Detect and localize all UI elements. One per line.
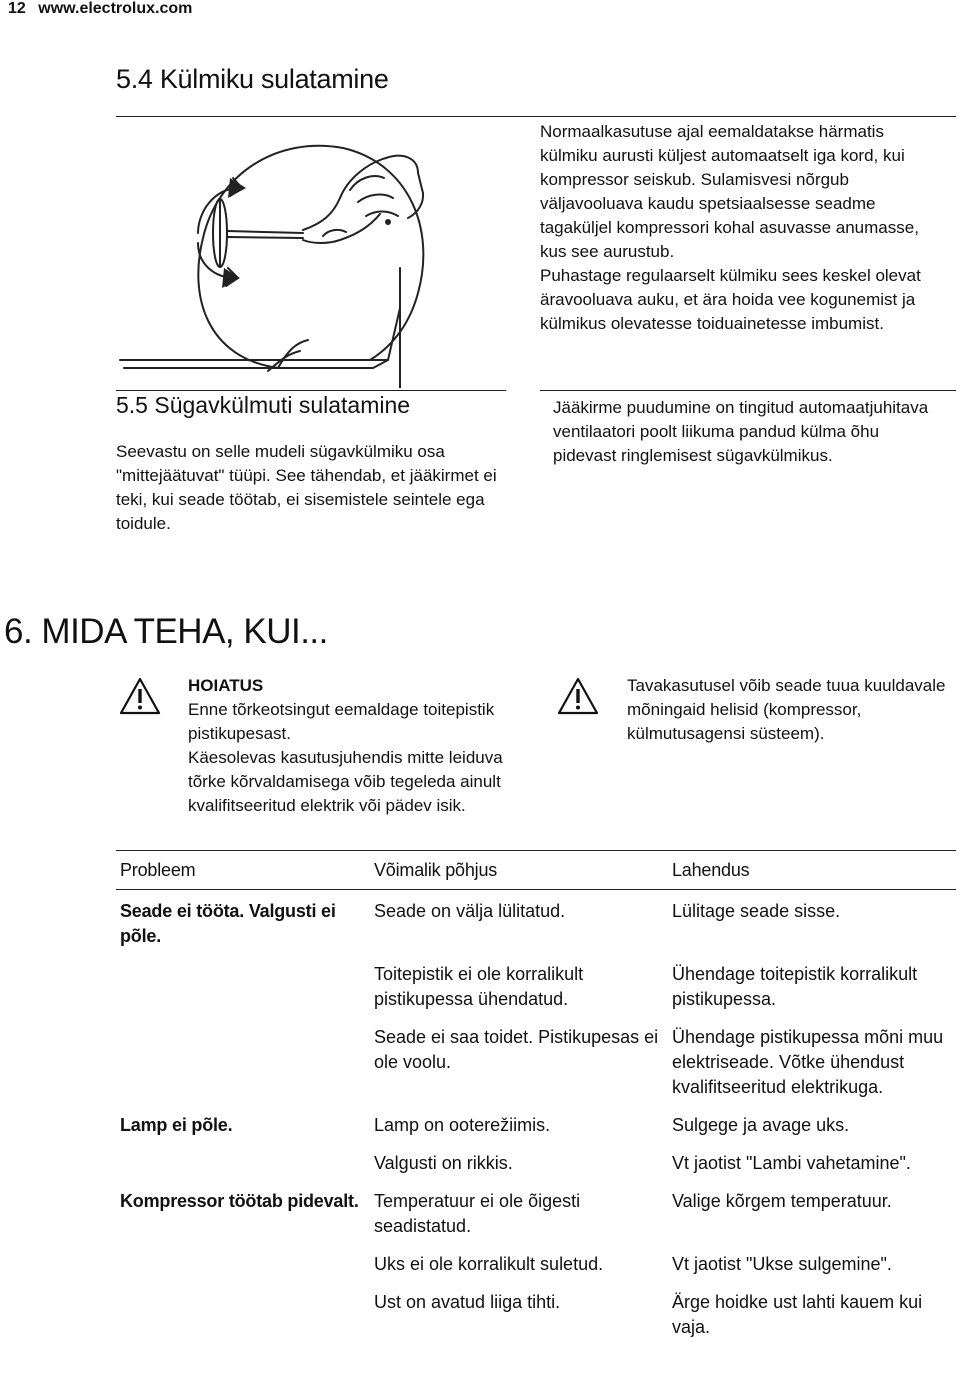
table-header-row (116, 851, 956, 890)
section-5-5-right-text: Jääkirme puudumine on tingitud automaatjuhitava ventilaatori poolt liikuma pandud külma õhu pidevast ringlemisest sügavkülmikus. (553, 398, 929, 465)
cell-problem: Lamp ei põle. (120, 1115, 233, 1135)
warning-box (188, 674, 518, 818)
warning-triangle-icon (556, 676, 600, 716)
section-divider (116, 390, 506, 391)
cell-cause: Toitepistik ei ole korralikult pistikupessa ühendatud. (374, 964, 584, 1009)
cell-solution: Ühendage pistikupessa mõni muu elektriseade. Võtke ühendust kvalifitseeritud elektrikuga. (672, 1027, 944, 1097)
table-row (116, 1104, 956, 1142)
cell-solution: Sulgege ja avage uks. (672, 1115, 850, 1135)
table-row (116, 1180, 956, 1243)
table-row (116, 1243, 956, 1281)
section-5-4-title: 5.4 Külmiku sulatamine (116, 64, 389, 94)
warning-triangle-icon (118, 676, 162, 716)
site-url: www.electrolux.com (38, 0, 193, 17)
cell-problem (116, 953, 370, 1016)
cell-solution: Vt jaotist "Lambi vahetamine". (672, 1153, 911, 1173)
table-row (116, 953, 956, 1016)
cell-cause: Uks ei ole korralikult suletud. (374, 1254, 604, 1274)
cell-problem (116, 1243, 370, 1281)
troubleshooting-table (116, 850, 956, 1344)
page-header (8, 0, 192, 18)
table-row (116, 1281, 956, 1344)
section-5-5-left-text: Seevastu on selle mudeli sügavkülmiku osa "mittejäätuvat" tüüpi. See tähendab, et jääkirmet ei teki, kui seade töötab, ei sisemistele seintele ega toidule. (116, 442, 497, 533)
warning-line: Käesolevas kasutusjuhendis mitte leiduva tõrke kõrvaldamisega võib tegeleda ainult kvalifitseeritud elektrik või pädev isik. (188, 748, 503, 815)
page-number: 12 (8, 0, 26, 17)
cell-cause: Ust on avatud liiga tihti. (374, 1292, 561, 1312)
column-header-problem: Probleem (116, 851, 370, 890)
warning-title: HOIATUS (188, 676, 264, 695)
cell-solution: Lülitage seade sisse. (672, 901, 841, 921)
table-row (116, 1016, 956, 1104)
cell-cause: Seade on välja lülitatud. (374, 901, 566, 921)
column-header-cause: Võimalik põhjus (370, 851, 668, 890)
chapter-6-title: 6. MIDA TEHA, KUI... (4, 612, 328, 651)
drain-hole-cleaning-illustration (118, 118, 528, 388)
cell-problem (116, 1016, 370, 1104)
section-5-5-title: 5.5 Sügavkülmuti sulatamine (116, 392, 411, 418)
cell-cause: Valgusti on rikkis. (374, 1153, 513, 1173)
cell-solution: Ühendage toitepistik korralikult pistikupessa. (672, 964, 918, 1009)
cell-solution: Vt jaotist "Ukse sulgemine". (672, 1254, 892, 1274)
section-5-4-text (540, 120, 940, 336)
section-divider (540, 390, 956, 391)
cell-problem: Kompressor töötab pidevalt. (120, 1191, 359, 1211)
cell-problem: Seade ei tööta. Valgusti ei põle. (120, 901, 336, 946)
cell-problem (116, 1281, 370, 1344)
paragraph: Normaalkasutuse ajal eemaldatakse härmatis külmiku aurusti küljest automaatselt iga kord, kui kompressor seiskub. Sulamisvesi nõrgub väljavooluava kaudu spetsiaalsesse seadme tagaküljel kompressori kohal asuvasse anumasse, kus see aurustub. (540, 122, 919, 261)
note-text: Tavakasutusel võib seade tuua kuuldavale mõningaid helisid (kompressor, külmutusagensi süsteem). (627, 676, 946, 743)
cell-solution: Valige kõrgem temperatuur. (672, 1191, 892, 1211)
cell-problem (116, 1142, 370, 1180)
cell-cause: Lamp on ooterežiimis. (374, 1115, 551, 1135)
section-divider (116, 116, 956, 117)
column-header-solution: Lahendus (668, 851, 956, 890)
cell-cause: Temperatuur ei ole õigesti seadistatud. (374, 1191, 581, 1236)
paragraph: Puhastage regulaarselt külmiku sees keskel olevat äravooluava auku, et ära hoida vee kogunemist ja külmikus olevatesse toiduainetesse imbumist. (540, 266, 921, 333)
warning-line: Enne tõrkeotsingut eemaldage toitepistik pistikupesast. (188, 700, 495, 743)
cell-cause: Seade ei saa toidet. Pistikupesas ei ole voolu. (374, 1027, 659, 1072)
table-row (116, 890, 956, 954)
cell-solution: Ärge hoidke ust lahti kauem kui vaja. (672, 1292, 923, 1337)
table-row (116, 1142, 956, 1180)
